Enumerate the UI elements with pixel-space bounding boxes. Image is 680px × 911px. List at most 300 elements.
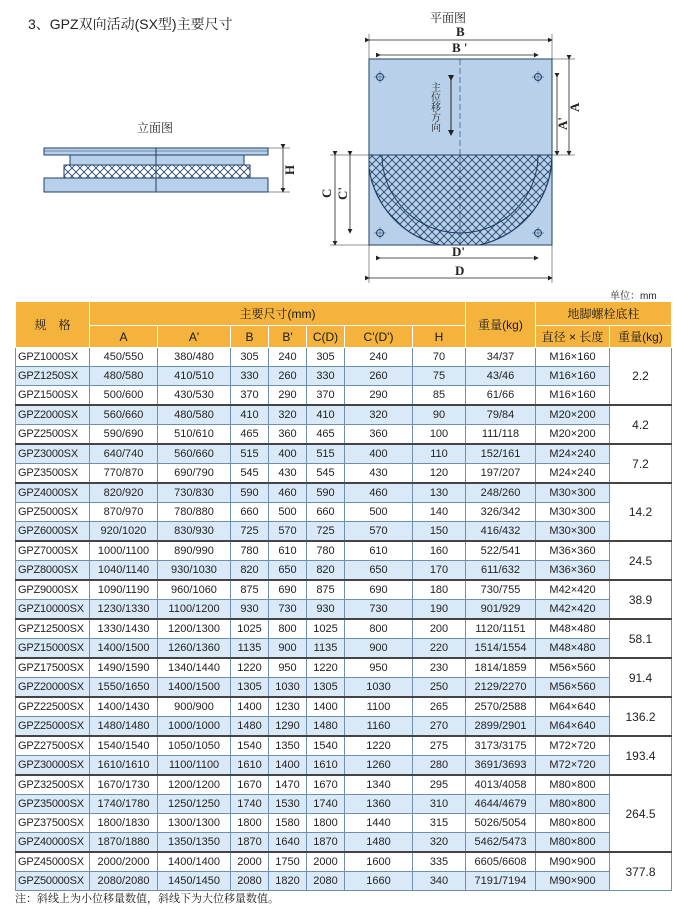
table-cell: 500 xyxy=(345,503,413,522)
table-cell: 1514/1554 xyxy=(466,639,536,659)
table-cell: 725 xyxy=(231,522,269,542)
table-cell: 450/550 xyxy=(90,348,158,367)
direction-label: 主位移方向 xyxy=(428,82,440,132)
dim-label-c1: C' xyxy=(335,187,350,200)
table-cell: 430 xyxy=(345,464,413,484)
table-cell: 820 xyxy=(231,561,269,581)
table-cell: M20×200 xyxy=(536,425,610,445)
table-cell: 1250/1250 xyxy=(158,795,231,814)
table-row xyxy=(16,756,672,776)
table-cell: M80×800 xyxy=(536,795,610,814)
table-cell: 510/610 xyxy=(158,425,231,445)
anchor-weight-cell: 38.9 xyxy=(610,580,672,619)
table-cell: 560/660 xyxy=(90,405,158,425)
header-bolt-size: 直径 × 长度 xyxy=(536,326,610,348)
table-cell: 1360 xyxy=(345,795,413,814)
table-cell: 250 xyxy=(413,678,466,698)
table-row xyxy=(16,464,672,484)
technical-drawing xyxy=(0,0,680,300)
table-row xyxy=(16,658,672,678)
table-row xyxy=(16,639,672,659)
table-cell: 1090/1190 xyxy=(90,580,158,600)
table-cell: M80×800 xyxy=(536,814,610,833)
table-cell: 320 xyxy=(413,833,466,853)
table-cell: 130 xyxy=(413,483,466,503)
table-row xyxy=(16,483,672,503)
table-row xyxy=(16,503,672,522)
table-cell: 1670 xyxy=(307,775,345,795)
anchor-weight-cell: 377.8 xyxy=(610,852,672,891)
table-cell: 650 xyxy=(345,561,413,581)
header-model: 规 格 xyxy=(16,302,90,348)
model-cell: GPZ20000SX xyxy=(16,678,90,698)
dim-label-c: C xyxy=(319,188,334,198)
table-cell: M20×200 xyxy=(536,405,610,425)
table-cell: 1480 xyxy=(345,833,413,853)
table-cell: 248/260 xyxy=(466,483,536,503)
table-cell: 410/510 xyxy=(158,367,231,386)
table-cell: 1100/1200 xyxy=(158,600,231,620)
table-cell: M48×480 xyxy=(536,619,610,639)
table-cell: 3691/3693 xyxy=(466,756,536,776)
table-cell: 1220 xyxy=(231,658,269,678)
table-cell: 340 xyxy=(413,872,466,891)
table-cell: 1450/1450 xyxy=(158,872,231,891)
table-cell: 611/632 xyxy=(466,561,536,581)
table-cell: 5026/5054 xyxy=(466,814,536,833)
table-cell: 34/37 xyxy=(466,348,536,367)
model-cell: GPZ1250SX xyxy=(16,367,90,386)
table-cell: 1200/1200 xyxy=(158,775,231,795)
table-cell: 1550/1650 xyxy=(90,678,158,698)
table-cell: 920/1020 xyxy=(90,522,158,542)
table-row xyxy=(16,444,672,464)
table-cell: 1470 xyxy=(269,775,307,795)
table-cell: 150 xyxy=(413,522,466,542)
table-cell: 2080 xyxy=(307,872,345,891)
table-cell: 1050/1050 xyxy=(158,736,231,756)
table-cell: 650 xyxy=(269,561,307,581)
table-cell: 690/790 xyxy=(158,464,231,484)
table-cell: 320 xyxy=(345,405,413,425)
table-cell: 901/929 xyxy=(466,600,536,620)
table-cell: 1300/1300 xyxy=(158,814,231,833)
table-cell: 2000/2000 xyxy=(90,852,158,872)
table-cell: 1814/1859 xyxy=(466,658,536,678)
table-cell: 460 xyxy=(269,483,307,503)
table-cell: M90×900 xyxy=(536,852,610,872)
table-cell: 370 xyxy=(307,386,345,406)
table-cell: 180 xyxy=(413,580,466,600)
table-cell: 1600 xyxy=(345,852,413,872)
table-cell: 1400 xyxy=(231,697,269,717)
table-cell: 160 xyxy=(413,541,466,561)
model-cell: GPZ32500SX xyxy=(16,775,90,795)
table-cell: 416/432 xyxy=(466,522,536,542)
table-cell: 1030 xyxy=(345,678,413,698)
table-cell: 1870/1880 xyxy=(90,833,158,853)
table-cell: 1400/1430 xyxy=(90,697,158,717)
dim-label-a: A xyxy=(567,102,582,112)
table-row xyxy=(16,541,672,561)
anchor-weight-cell: 264.5 xyxy=(610,775,672,852)
table-cell: 460 xyxy=(345,483,413,503)
table-cell: 1120/1151 xyxy=(466,619,536,639)
table-row xyxy=(16,619,672,639)
table-cell: 190 xyxy=(413,600,466,620)
table-cell: 410 xyxy=(231,405,269,425)
table-cell: 4644/4679 xyxy=(466,795,536,814)
model-cell: GPZ8000SX xyxy=(16,561,90,581)
table-cell: 1000/1000 xyxy=(158,717,231,737)
table-cell: 400 xyxy=(345,444,413,464)
header-b1: B' xyxy=(269,326,307,348)
table-cell: M16×160 xyxy=(536,348,610,367)
table-cell: 140 xyxy=(413,503,466,522)
table-cell: 1610/1610 xyxy=(90,756,158,776)
table-cell: 290 xyxy=(269,386,307,406)
table-cell: 1580 xyxy=(269,814,307,833)
table-cell: M30×300 xyxy=(536,522,610,542)
table-cell: 725 xyxy=(307,522,345,542)
model-cell: GPZ30000SX xyxy=(16,756,90,776)
table-cell: 85 xyxy=(413,386,466,406)
header-bolt-weight: 重量(kg) xyxy=(610,326,672,348)
table-row xyxy=(16,717,672,737)
table-cell: 640/740 xyxy=(90,444,158,464)
anchor-weight-cell: 4.2 xyxy=(610,405,672,444)
table-cell: M64×640 xyxy=(536,717,610,737)
table-cell: 1135 xyxy=(307,639,345,659)
table-cell: 1820 xyxy=(269,872,307,891)
spec-table xyxy=(15,301,672,891)
table-cell: 730 xyxy=(345,600,413,620)
model-cell: GPZ4000SX xyxy=(16,483,90,503)
table-cell: 197/207 xyxy=(466,464,536,484)
table-cell: M24×240 xyxy=(536,444,610,464)
table-cell: 830/930 xyxy=(158,522,231,542)
table-cell: 120 xyxy=(413,464,466,484)
table-row xyxy=(16,852,672,872)
table-cell: M56×560 xyxy=(536,658,610,678)
table-cell: 1540 xyxy=(307,736,345,756)
table-row xyxy=(16,600,672,620)
table-cell: 1230 xyxy=(269,697,307,717)
table-cell: 780/880 xyxy=(158,503,231,522)
table-cell: M30×300 xyxy=(536,503,610,522)
table-cell: 950 xyxy=(345,658,413,678)
table-cell: 61/66 xyxy=(466,386,536,406)
table-cell: 310 xyxy=(413,795,466,814)
table-cell: 570 xyxy=(269,522,307,542)
table-cell: 1740 xyxy=(231,795,269,814)
table-cell: 1800 xyxy=(231,814,269,833)
header-c: C(D) xyxy=(307,326,345,348)
anchor-weight-cell: 7.2 xyxy=(610,444,672,483)
table-cell: 1330/1430 xyxy=(90,619,158,639)
table-cell: 305 xyxy=(307,348,345,367)
table-cell: M36×360 xyxy=(536,541,610,561)
table-cell: 930 xyxy=(307,600,345,620)
model-cell: GPZ2000SX xyxy=(16,405,90,425)
table-cell: 320 xyxy=(269,405,307,425)
table-cell: M72×720 xyxy=(536,756,610,776)
table-cell: M24×240 xyxy=(536,464,610,484)
model-cell: GPZ22500SX xyxy=(16,697,90,717)
table-cell: 335 xyxy=(413,852,466,872)
table-cell: 1540 xyxy=(231,736,269,756)
table-cell: 315 xyxy=(413,814,466,833)
table-row xyxy=(16,795,672,814)
anchor-weight-cell: 58.1 xyxy=(610,619,672,658)
table-row xyxy=(16,775,672,795)
plan-view-label: 平面图 xyxy=(430,11,467,25)
table-cell: 70 xyxy=(413,348,466,367)
table-row xyxy=(16,872,672,891)
table-cell: 875 xyxy=(231,580,269,600)
anchor-weight-cell: 136.2 xyxy=(610,697,672,736)
table-cell: 590 xyxy=(231,483,269,503)
table-cell: 111/118 xyxy=(466,425,536,445)
table-cell: 1400 xyxy=(307,697,345,717)
header-a1: A' xyxy=(158,326,231,348)
table-cell: 1480 xyxy=(231,717,269,737)
table-cell: 2080/2080 xyxy=(90,872,158,891)
table-cell: 90 xyxy=(413,405,466,425)
table-row xyxy=(16,405,672,425)
model-cell: GPZ40000SX xyxy=(16,833,90,853)
table-cell: 1400/1500 xyxy=(90,639,158,659)
table-cell: 590/690 xyxy=(90,425,158,445)
table-cell: M80×800 xyxy=(536,833,610,853)
table-cell: M90×900 xyxy=(536,872,610,891)
table-cell: 770/870 xyxy=(90,464,158,484)
table-cell: M16×160 xyxy=(536,367,610,386)
table-cell: 75 xyxy=(413,367,466,386)
table-cell: 730 xyxy=(269,600,307,620)
model-cell: GPZ2500SX xyxy=(16,425,90,445)
table-cell: 515 xyxy=(307,444,345,464)
table-cell: 1025 xyxy=(231,619,269,639)
table-cell: 1220 xyxy=(345,736,413,756)
table-row xyxy=(16,367,672,386)
model-cell: GPZ6000SX xyxy=(16,522,90,542)
table-row xyxy=(16,386,672,406)
table-cell: 1350 xyxy=(269,736,307,756)
header-anchor: 地脚螺栓底柱 xyxy=(536,302,672,326)
table-cell: 1660 xyxy=(345,872,413,891)
table-cell: 545 xyxy=(231,464,269,484)
table-cell: 1100 xyxy=(345,697,413,717)
table-row xyxy=(16,561,672,581)
table-cell: 270 xyxy=(413,717,466,737)
table-cell: 690 xyxy=(269,580,307,600)
table-cell: 522/541 xyxy=(466,541,536,561)
table-cell: 1670/1730 xyxy=(90,775,158,795)
anchor-weight-cell: 24.5 xyxy=(610,541,672,580)
table-cell: 875 xyxy=(307,580,345,600)
table-cell: 500/600 xyxy=(90,386,158,406)
table-cell: 780 xyxy=(231,541,269,561)
model-cell: GPZ37500SX xyxy=(16,814,90,833)
table-cell: 1750 xyxy=(269,852,307,872)
table-cell: 1230/1330 xyxy=(90,600,158,620)
model-cell: GPZ5000SX xyxy=(16,503,90,522)
anchor-weight-cell: 193.4 xyxy=(610,736,672,775)
table-cell: 1800 xyxy=(307,814,345,833)
table-cell: 1870 xyxy=(307,833,345,853)
table-row xyxy=(16,348,672,367)
model-cell: GPZ7000SX xyxy=(16,541,90,561)
table-cell: 545 xyxy=(307,464,345,484)
table-cell: 590 xyxy=(307,483,345,503)
table-cell: 110 xyxy=(413,444,466,464)
table-cell: 2129/2270 xyxy=(466,678,536,698)
table-cell: 265 xyxy=(413,697,466,717)
model-cell: GPZ12500SX xyxy=(16,619,90,639)
table-cell: 950 xyxy=(269,658,307,678)
table-cell: 2000 xyxy=(307,852,345,872)
table-cell: 330 xyxy=(231,367,269,386)
table-cell: 1290 xyxy=(269,717,307,737)
table-cell: 1030 xyxy=(269,678,307,698)
table-cell: 1540/1540 xyxy=(90,736,158,756)
table-cell: 465 xyxy=(307,425,345,445)
header-b: B xyxy=(231,326,269,348)
table-cell: M72×720 xyxy=(536,736,610,756)
table-row xyxy=(16,736,672,756)
model-cell: GPZ15000SX xyxy=(16,639,90,659)
table-cell: 480/580 xyxy=(90,367,158,386)
table-cell: 305 xyxy=(231,348,269,367)
table-cell: 465 xyxy=(231,425,269,445)
table-cell: 820 xyxy=(307,561,345,581)
table-cell: 100 xyxy=(413,425,466,445)
table-cell: 430/530 xyxy=(158,386,231,406)
table-row xyxy=(16,580,672,600)
table-cell: M56×560 xyxy=(536,678,610,698)
model-cell: GPZ27500SX xyxy=(16,736,90,756)
dim-label-h: H xyxy=(282,164,297,175)
table-cell: 230 xyxy=(413,658,466,678)
table-cell: 1670 xyxy=(231,775,269,795)
table-cell: 2570/2588 xyxy=(466,697,536,717)
table-cell: 1350/1350 xyxy=(158,833,231,853)
model-cell: GPZ35000SX xyxy=(16,795,90,814)
table-cell: 1740 xyxy=(307,795,345,814)
table-cell: 1490/1590 xyxy=(90,658,158,678)
dim-label-d1: D' xyxy=(452,244,465,259)
unit-label: 单位：mm xyxy=(610,291,657,302)
table-cell: 890/990 xyxy=(158,541,231,561)
table-cell: 326/342 xyxy=(466,503,536,522)
table-cell: 43/46 xyxy=(466,367,536,386)
table-cell: 480/580 xyxy=(158,405,231,425)
table-cell: 660 xyxy=(307,503,345,522)
table-cell: 1305 xyxy=(231,678,269,698)
model-cell: GPZ3500SX xyxy=(16,464,90,484)
table-row xyxy=(16,697,672,717)
table-cell: 7191/7194 xyxy=(466,872,536,891)
table-cell: 152/161 xyxy=(466,444,536,464)
header-dims: 主要尺寸(mm) xyxy=(90,302,466,326)
elevation-view-label: 立面图 xyxy=(137,121,174,135)
table-cell: 870/970 xyxy=(90,503,158,522)
table-cell: 260 xyxy=(269,367,307,386)
footnote: 注：斜线上为小位移量数值，斜线下为大位移量数值。 xyxy=(15,893,279,905)
table-cell: 1260/1360 xyxy=(158,639,231,659)
dim-label-b: B xyxy=(456,24,465,39)
page-title: 3、GPZ双向活动(SX型)主要尺寸 xyxy=(28,16,233,32)
table-cell: 200 xyxy=(413,619,466,639)
table-cell: 260 xyxy=(345,367,413,386)
table-cell: 1135 xyxy=(231,639,269,659)
anchor-weight-cell: 91.4 xyxy=(610,658,672,697)
table-cell: 1480/1480 xyxy=(90,717,158,737)
table-cell: 570 xyxy=(345,522,413,542)
table-cell: 515 xyxy=(231,444,269,464)
table-cell: M64×640 xyxy=(536,697,610,717)
anchor-weight-cell: 2.2 xyxy=(610,348,672,406)
table-cell: 730/755 xyxy=(466,580,536,600)
model-cell: GPZ25000SX xyxy=(16,717,90,737)
table-cell: M16×160 xyxy=(536,386,610,406)
model-cell: GPZ9000SX xyxy=(16,580,90,600)
table-cell: 220 xyxy=(413,639,466,659)
header-weight: 重量(kg) xyxy=(466,302,536,348)
model-cell: GPZ1000SX xyxy=(16,348,90,367)
table-cell: 1040/1140 xyxy=(90,561,158,581)
table-cell: M30×300 xyxy=(536,483,610,503)
table-cell: 900/900 xyxy=(158,697,231,717)
table-cell: 960/1060 xyxy=(158,580,231,600)
model-cell: GPZ1500SX xyxy=(16,386,90,406)
table-cell: 1400/1500 xyxy=(158,678,231,698)
table-cell: 1000/1100 xyxy=(90,541,158,561)
model-cell: GPZ45000SX xyxy=(16,852,90,872)
table-cell: 400 xyxy=(269,444,307,464)
table-cell: 930/1030 xyxy=(158,561,231,581)
table-cell: 280 xyxy=(413,756,466,776)
table-cell: M42×420 xyxy=(536,580,610,600)
model-cell: GPZ50000SX xyxy=(16,872,90,891)
table-cell: 1025 xyxy=(307,619,345,639)
table-cell: M42×420 xyxy=(536,600,610,620)
dim-label-d: D xyxy=(455,263,465,278)
table-cell: 1200/1300 xyxy=(158,619,231,639)
table-cell: 290 xyxy=(345,386,413,406)
table-row xyxy=(16,678,672,698)
table-cell: 1870 xyxy=(231,833,269,853)
table-cell: 275 xyxy=(413,736,466,756)
table-cell: 1480 xyxy=(307,717,345,737)
table-cell: 1340/1440 xyxy=(158,658,231,678)
table-cell: 79/84 xyxy=(466,405,536,425)
table-cell: 410 xyxy=(307,405,345,425)
table-cell: 1100/1100 xyxy=(158,756,231,776)
table-cell: 930 xyxy=(231,600,269,620)
table-cell: M36×360 xyxy=(536,561,610,581)
table-cell: M80×800 xyxy=(536,775,610,795)
table-cell: 690 xyxy=(345,580,413,600)
table-cell: 3173/3175 xyxy=(466,736,536,756)
model-cell: GPZ3000SX xyxy=(16,444,90,464)
table-cell: 2899/2901 xyxy=(466,717,536,737)
header-c1: C'(D') xyxy=(345,326,413,348)
dim-label-b1: B ' xyxy=(452,40,468,55)
table-cell: 1160 xyxy=(345,717,413,737)
table-cell: 900 xyxy=(269,639,307,659)
